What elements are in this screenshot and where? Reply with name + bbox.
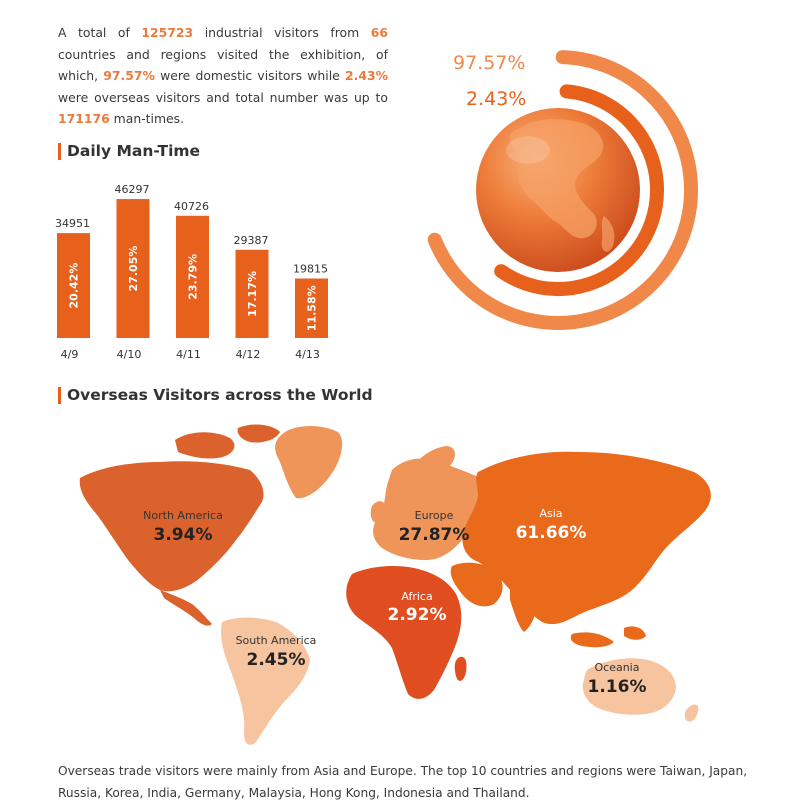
label-oceania: Oceania	[594, 661, 640, 674]
value-south-america: 2.45%	[246, 650, 306, 670]
value-europe: 27.87%	[398, 525, 470, 545]
label-north-america: North America	[143, 509, 223, 522]
value-asia: 61.66%	[515, 523, 587, 543]
bar-value-label: 40726	[174, 199, 209, 213]
daily-man-time-chart	[55, 183, 328, 361]
bar-percent-label: 27.05%	[127, 245, 140, 292]
region-greenland	[275, 426, 342, 498]
bar-value-label: 19815	[293, 262, 328, 276]
bar-percent-label: 17.17%	[246, 270, 259, 317]
bar-value-label: 46297	[114, 183, 150, 197]
label-asia: Asia	[539, 507, 563, 520]
daily-man-time-title-text: Daily Man-Time	[67, 142, 201, 160]
label-europe: Europe	[414, 509, 454, 522]
overseas-pct-value: 2.43%	[345, 68, 388, 83]
bar-percent-label: 23.79%	[186, 253, 200, 300]
globe-highlight	[506, 136, 550, 164]
bar-category-label: 4/12	[235, 348, 261, 361]
ring-outer-label: 97.57%	[453, 52, 526, 74]
value-north-america: 3.94%	[153, 525, 213, 545]
region-asia	[462, 452, 710, 624]
intro-text: countries and regions visited the exhibition, of which,	[58, 46, 388, 83]
total-visitors-value: 125723	[141, 25, 194, 40]
region-new-zealand	[685, 705, 699, 722]
bar-value-label: 29387	[233, 233, 269, 247]
region-arctic-islands	[175, 432, 234, 458]
region-arctic-islands	[238, 425, 280, 443]
bar-value-label: 34951	[55, 217, 90, 231]
bar-percent-label: 20.42%	[67, 262, 81, 309]
ring-inner-label: 2.43%	[466, 88, 527, 110]
globe-illustration	[476, 108, 640, 272]
bar-category-label: 4/9	[60, 348, 79, 361]
footer-note: Overseas trade visitors were mainly from Asia and Europe. The top 10 countries and regions were Taiwan, Japan, Russia, Korea, India, Germany, Malaysia, Hong Kong, Indonesia and Thailand.	[58, 764, 748, 800]
value-africa: 2.92%	[387, 605, 447, 625]
bar-category-label: 4/11	[176, 348, 201, 361]
bar-percent-label: 11.58%	[305, 285, 319, 332]
intro-text: were domestic visitors while	[154, 68, 345, 83]
region-se-asia	[624, 626, 646, 639]
label-south-america: South America	[235, 634, 317, 647]
intro-text: were overseas visitors and total number was up to	[58, 89, 388, 105]
domestic-pct-value: 97.57%	[103, 68, 155, 83]
bar-category-label: 4/10	[116, 348, 142, 361]
intro-text: man-times.	[109, 111, 185, 126]
world-map	[80, 425, 711, 745]
intro-text: A total of	[58, 25, 142, 40]
region-central-america	[160, 590, 212, 626]
value-oceania: 1.16%	[587, 677, 647, 697]
region-madagascar	[455, 657, 467, 681]
region-india	[510, 588, 536, 632]
region-africa	[346, 566, 461, 699]
region-se-asia	[571, 632, 614, 647]
overseas-visitors-title-text: Overseas Visitors across the World	[67, 386, 373, 404]
man-times-value: 171176	[58, 111, 110, 126]
intro-text: industrial visitors from	[193, 25, 371, 40]
label-africa: Africa	[401, 590, 433, 603]
countries-count-value: 66	[370, 25, 388, 40]
bar-category-label: 4/13	[295, 348, 320, 361]
